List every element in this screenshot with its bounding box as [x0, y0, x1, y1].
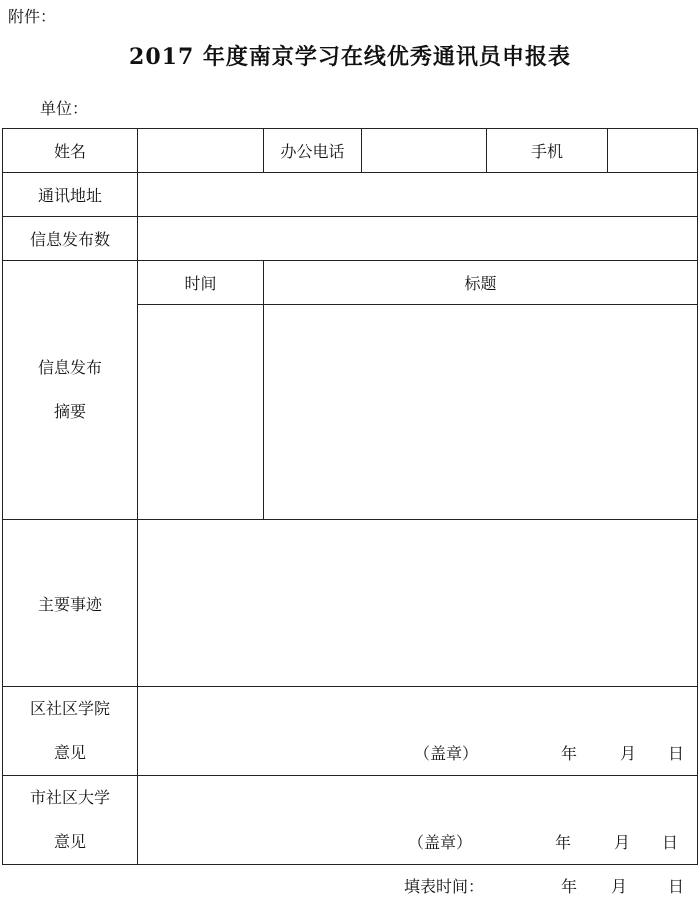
city-label-line2: 意见	[53, 832, 86, 851]
fill-time-label: 填表时间：	[404, 877, 485, 896]
address-label: 通讯地址	[3, 173, 138, 217]
summary-label-line1: 信息发布	[37, 358, 102, 377]
row-address	[3, 173, 698, 217]
address-field[interactable]	[138, 173, 698, 217]
deeds-field[interactable]	[138, 520, 698, 687]
district-opinion-label	[3, 687, 138, 776]
application-form-table	[2, 128, 698, 865]
fill-day-text: 日	[668, 877, 685, 896]
name-field[interactable]	[138, 129, 264, 173]
district-month-text: 月	[620, 744, 637, 763]
publish-count-label: 信息发布数	[3, 217, 138, 261]
district-year-text: 年	[561, 744, 578, 763]
office-phone-label: 办公电话	[264, 129, 362, 173]
city-day-text: 日	[662, 833, 679, 852]
row-deeds	[3, 520, 698, 687]
city-year-text: 年	[555, 833, 572, 852]
district-label-line2: 意见	[53, 743, 86, 762]
time-field[interactable]	[138, 305, 264, 520]
attachment-label: 附件：	[8, 7, 57, 26]
city-seal-text: （盖章）	[408, 833, 473, 852]
title-field[interactable]	[264, 305, 698, 520]
office-phone-field[interactable]	[362, 129, 487, 173]
summary-label-line2: 摘要	[53, 402, 86, 421]
name-label: 姓名	[3, 129, 138, 173]
city-opinion-field[interactable]	[138, 776, 698, 865]
row-summary-header	[3, 261, 698, 305]
summary-label	[3, 261, 138, 520]
city-opinion-label	[3, 776, 138, 865]
district-opinion-field[interactable]	[138, 687, 698, 776]
row-city-opinion	[3, 776, 698, 865]
fill-year-text: 年	[561, 877, 578, 896]
district-seal-text: （盖章）	[414, 744, 479, 763]
city-month-text: 月	[614, 833, 631, 852]
row-name-phone	[3, 129, 698, 173]
page-title: 2017 年度南京学习在线优秀通讯员申报表	[129, 44, 571, 70]
unit-label: 单位：	[40, 99, 89, 118]
fill-month-text: 月	[611, 877, 628, 896]
row-district-opinion	[3, 687, 698, 776]
time-column-header: 时间	[138, 261, 264, 305]
city-label-line1: 市社区大学	[29, 788, 110, 807]
row-publish-count	[3, 217, 698, 261]
mobile-field[interactable]	[608, 129, 698, 173]
mobile-label: 手机	[487, 129, 608, 173]
district-label-line1: 区社区学院	[29, 699, 110, 718]
publish-count-field[interactable]	[138, 217, 698, 261]
district-day-text: 日	[668, 744, 685, 763]
deeds-label: 主要事迹	[3, 520, 138, 687]
title-column-header: 标题	[264, 261, 698, 305]
